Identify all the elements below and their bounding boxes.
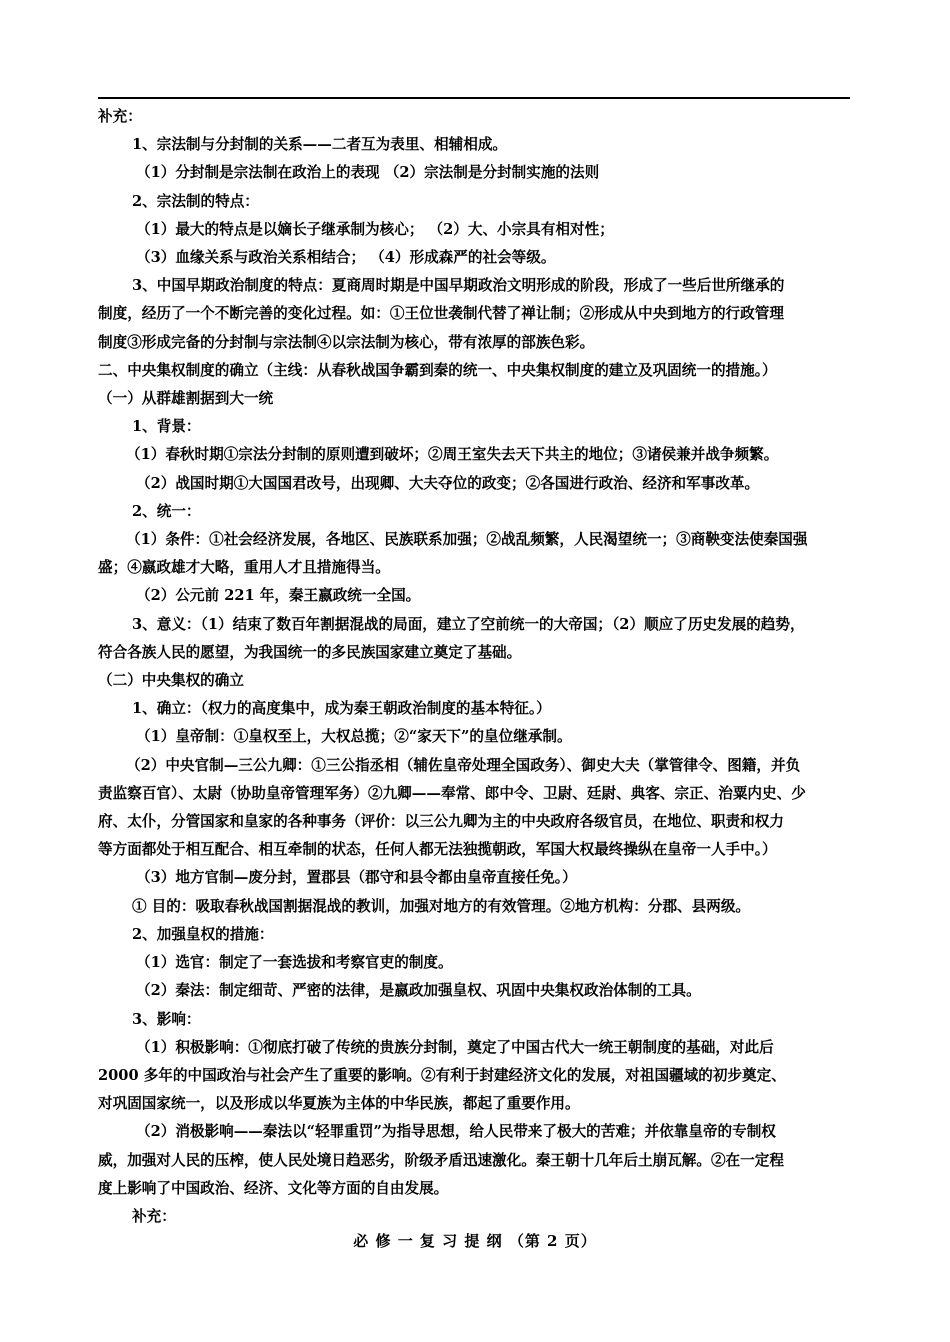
- text-line: 责监察百官）、太尉（协助皇帝管理军务）②九卿——奉常、郎中令、卫尉、廷尉、典客、宗正、治粟内史、少: [98, 784, 806, 802]
- text-line: （3）地方官制—废分封，置郡县（郡守和县令都由皇帝直接任免。）: [136, 869, 577, 887]
- text-line: 二、中央集权制度的确立（主线：从春秋战国争霸到秦的统一、中央集权制度的建立及巩固统一的措施。）: [98, 361, 777, 379]
- text-line: （2）中央官制—三公九卿：①三公指丞相（辅佐皇帝处理全国政务）、御史大夫（掌管律令、图籍，并负: [126, 756, 801, 774]
- text-line: （1）条件：①社会经济发展，各地区、民族联系加强；②战乱频繁，人民渴望统一；③商鞅变法使秦国强: [126, 531, 808, 549]
- text-line: 制度，经历了一个不断完善的变化过程。如：①王位世袭制代替了禅让制；②形成从中央到地方的行政管理: [98, 305, 784, 323]
- text-line: （2）战国时期①大国国君改号，出现卿、大夫夺位的政变；②各国进行政治、经济和军事改革。: [136, 474, 760, 492]
- text-line: 对巩固国家统一，以及形成以华夏族为主体的中华民族，都起了重要作用。: [98, 1095, 580, 1113]
- text-line: （1）分封制是宗法制在政治上的表现 （2）宗法制是分封制实施的法则: [136, 164, 600, 182]
- text-line: 2、统一：: [132, 502, 201, 520]
- text-line: 2、宗法制的特点：: [132, 192, 259, 210]
- text-line: （一）从群雄割据到大一统: [98, 390, 274, 408]
- text-line: 补充：: [132, 1207, 176, 1225]
- text-line: （二）中央集权的确立: [98, 672, 244, 690]
- text-line: 符合各族人民的愿望，为我国统一的多民族国家建立奠定了基础。: [98, 643, 522, 661]
- document-body: [98, 103, 852, 1231]
- text-line: 1、确立：（权力的高度集中，成为秦王朝政治制度的基本特征。）: [132, 700, 551, 718]
- text-line: 1、宗法制与分封制的关系——二者互为表里、相辅相成。: [132, 136, 508, 154]
- text-line: 3、中国早期政治制度的特点：夏商周时期是中国早期政治文明形成的阶段，形成了一些后世所继承的: [132, 277, 785, 295]
- text-line: 3、影响：: [132, 1010, 201, 1028]
- text-line: 制度③形成完备的分封制与宗法制④以宗法制为核心，带有浓厚的部族色彩。: [98, 333, 595, 351]
- text-line: （2）公元前 221 年，秦王嬴政统一全国。: [136, 587, 421, 605]
- text-line: （1）选官：制定了一套选拔和考察官吏的制度。: [136, 954, 453, 972]
- text-line: （1）最大的特点是以嫡长子继承制为核心； （2）大、小宗具有相对性；: [136, 220, 614, 238]
- text-line: 2、加强皇权的措施：: [132, 925, 274, 943]
- text-line: （3）血缘关系与政治关系相结合； （4）形成森严的社会等级。: [136, 249, 556, 267]
- text-line: （1）春秋时期①宗法分封制的原则遭到破坏；②周王室失去天下共主的地位；③诸侯兼并战争频繁。: [126, 446, 779, 464]
- text-line: 威，加强对人民的压榨，使人民处境日趋恶劣，阶级矛盾迅速激化。秦王朝十几年后土崩瓦解。②在一定程: [98, 1151, 784, 1169]
- text-line: 府、太仆，分管国家和皇家的各种事务（评价：以三公九卿为主的中央政府各级官员，在地位、职责和权力: [98, 813, 784, 831]
- text-line: 3、意义：（1）结束了数百年割据混战的局面，建立了空前统一的大帝国；（2）顺应了历史发展的趋势，: [132, 615, 805, 633]
- text-line: （1）积极影响：①彻底打破了传统的贵族分封制，奠定了中国古代大一统王朝制度的基础，对此后: [136, 1038, 774, 1056]
- text-line: 等方面都处于相互配合、相互牵制的状态，任何人都无法独揽朝政，军国大权最终操纵在皇帝一人手中。）: [98, 841, 777, 859]
- text-line: （1）皇帝制：①皇权至上，大权总揽；②“家天下”的皇位继承制。: [136, 728, 572, 746]
- text-line: 盛；④嬴政雄才大略，重用人才且措施得当。: [98, 559, 390, 577]
- text-line: 1、背景：: [132, 418, 201, 436]
- text-line: 2000 多年的中国政治与社会产生了重要的影响。②有利于封建经济文化的发展，对祖国疆域的初步奠定、: [98, 1066, 786, 1084]
- page-footer: 必 修 一 复 习 提 纲 （第 2 页）: [353, 1232, 597, 1250]
- text-line: （2）消极影响——秦法以“轻罪重罚”为指导思想，给人民带来了极大的苦难；并依靠皇帝的专制权: [136, 1123, 776, 1141]
- text-line: ① 目的：吸取春秋战国割据混战的教训，加强对地方的有效管理。②地方机构：分郡、县两级。: [132, 897, 751, 915]
- text-line: 补充：: [98, 108, 142, 125]
- text-line: （2）秦法：制定细苛、严密的法律，是嬴政加强皇权、巩固中央集权政治体制的工具。: [136, 982, 701, 1000]
- text-line: 度上影响了中国政治、经济、文化等方面的自由发展。: [98, 1179, 449, 1197]
- header-rule: [98, 97, 850, 99]
